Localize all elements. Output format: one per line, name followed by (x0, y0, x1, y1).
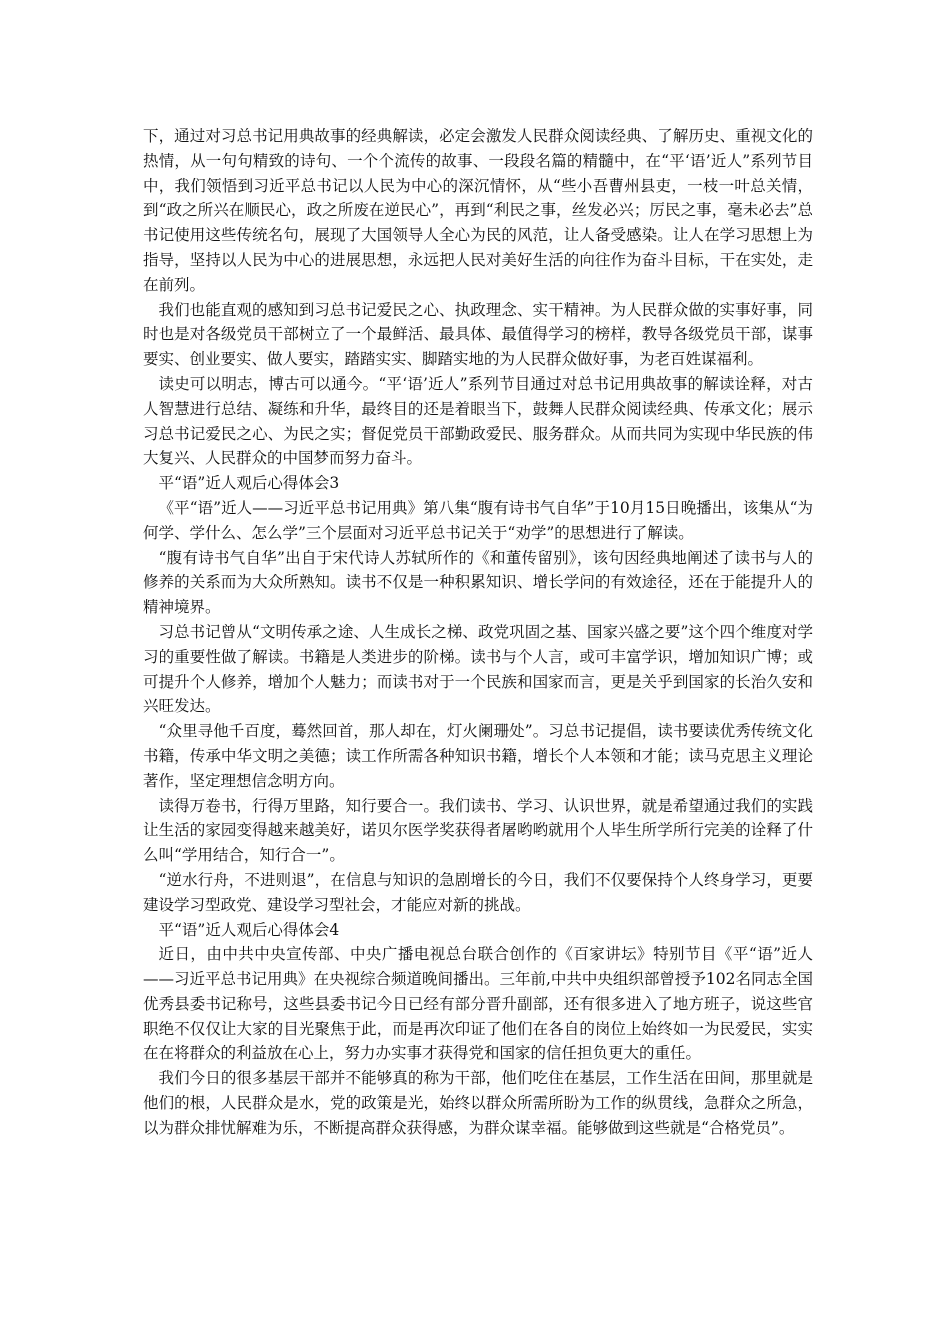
paragraph: 我们也能直观的感知到习总书记爱民之心、执政理念、实干精神。为人民群众做的实事好事，同时也是对各级党员干部树立了一个最鲜活、最具体、最值得学习的榜样，教导各级党员干部，谋事要实、创业要实、做人要实，踏踏实实、脚踏实地的为人民群众做好事，为老百姓谋福利。 (143, 300, 813, 369)
paragraph: 《平“语”近人——习近平总书记用典》第八集“腹有诗书气自华”于10月15日晚播出，该集从“为何学、学什么、怎么学”三个层面对习近平总书记关于“劝学”的思想进行了解读。 (143, 498, 813, 542)
paragraph: “逆水行舟，不进则退”，在信息与知识的急剧增长的今日，我们不仅要保持个人终身学习，更要建设学习型政党、建设学习型社会，才能应对新的挑战。 (143, 870, 813, 914)
paragraph: “腹有诗书气自华”出自于宋代诗人苏轼所作的《和董传留别》，该句因经典地阐述了读书与人的修养的关系而为大众所熟知。读书不仅是一种积累知识、增长学问的有效途径，还在于能提升人的精神境界。 (143, 548, 813, 617)
paragraph: “众里寻他千百度，蓦然回首，那人却在，灯火阑珊处”。习总书记提倡，读书要读优秀传统文化书籍，传承中华文明之美德；读工作所需各种知识书籍，增长个人本领和才能；读马克思主义理论著作，坚定理想信念明方向。 (143, 722, 813, 790)
paragraph: 读得万卷书，行得万里路，知行要合一。我们读书、学习、认识世界，就是希望通过我们的实践让生活的家园变得越来越美好，诺贝尔医学奖获得者屠哟哟就用个人毕生所学所行完美的诠释了什么叫“学用结合，知行合一”。 (143, 796, 813, 865)
paragraph: 我们今日的很多基层干部并不能够真的称为干部，他们吃住在基层，工作生活在田间，那里就是他们的根，人民群众是水，党的政策是光，始终以群众所需所盼为工作的纵贯线，急群众之所急，以为群众排忧解难为乐，不断提高群众获得感，为群众谋幸福。能够做到这些就是“合格党员”。 (143, 1069, 813, 1137)
paragraph-continuation: 下，通过对习总书记用典故事的经典解读，必定会激发人民群众阅读经典、了解历史、重视文化的热情，从一句句精致的诗句、一个个流传的故事、一段段名篇的精髓中，在“平‘语’近人”系列节目中，我们领悟到习近平总书记以人民为中心的深沉情怀，从“些小吾曹州县吏，一枝一叶总关情，到“政之所兴在顺民心，政之所废在逆民心”，再到“利民之事，丝发必兴；厉民之事，毫未必去”总书记使用这些传统名句，展现了大国领导人全心为民的风范，让人备受感染。让人在学习思想上为指导，坚持以人民为中心的进展思想，永远把人民对美好生活的向往作为奋斗目标，干在实处，走在前列。 (143, 127, 813, 294)
paragraph: 习总书记曾从“文明传承之途、人生成长之梯、政党巩固之基、国家兴盛之要”这个四个维度对学习的重要性做了解读。书籍是人类进步的阶梯。读书与个人言，或可丰富学识，增加知识广博；或可提升个人修养，增加个人魅力；而读书对于一个民族和国家而言，更是关乎到国家的长治久安和兴旺发达。 (143, 622, 813, 716)
document-page (143, 124, 813, 1141)
paragraph: 读史可以明志，博古可以通今。“平‘语’近人”系列节目通过对总书记用典故事的解读诠释，对古人智慧进行总结、凝练和升华，最终目的还是着眼当下，鼓舞人民群众阅读经典、传承文化；展示习总书记爱民之心、为民之实；督促党员干部勤政爱民、服务群众。从而共同为实现中华民族的伟大复兴、人民群众的中国梦而努力奋斗。 (143, 374, 813, 468)
paragraph: 近日，由中共中央宣传部、中央广播电视总台联合创作的《百家讲坛》特别节目《平“语”近人——习近平总书记用典》在央视综合频道晚间播出。三年前,中共中央组织部曾授予102名同志全国优秀县委书记称号，这些县委书记今日已经有部分晋升副部，还有很多进入了地方班子，说这些官职绝不仅仅让大家的目光聚焦于此，而是再次印证了他们在各自的岗位上始终如一为民爱民，实实在在将群众的利益放在心上，努力办实事才获得党和国家的信任担负更大的重任。 (143, 945, 814, 1063)
section-heading: 平“语”近人观后心得体会4 (158, 920, 340, 939)
section-heading: 平“语”近人观后心得体会3 (158, 474, 340, 493)
